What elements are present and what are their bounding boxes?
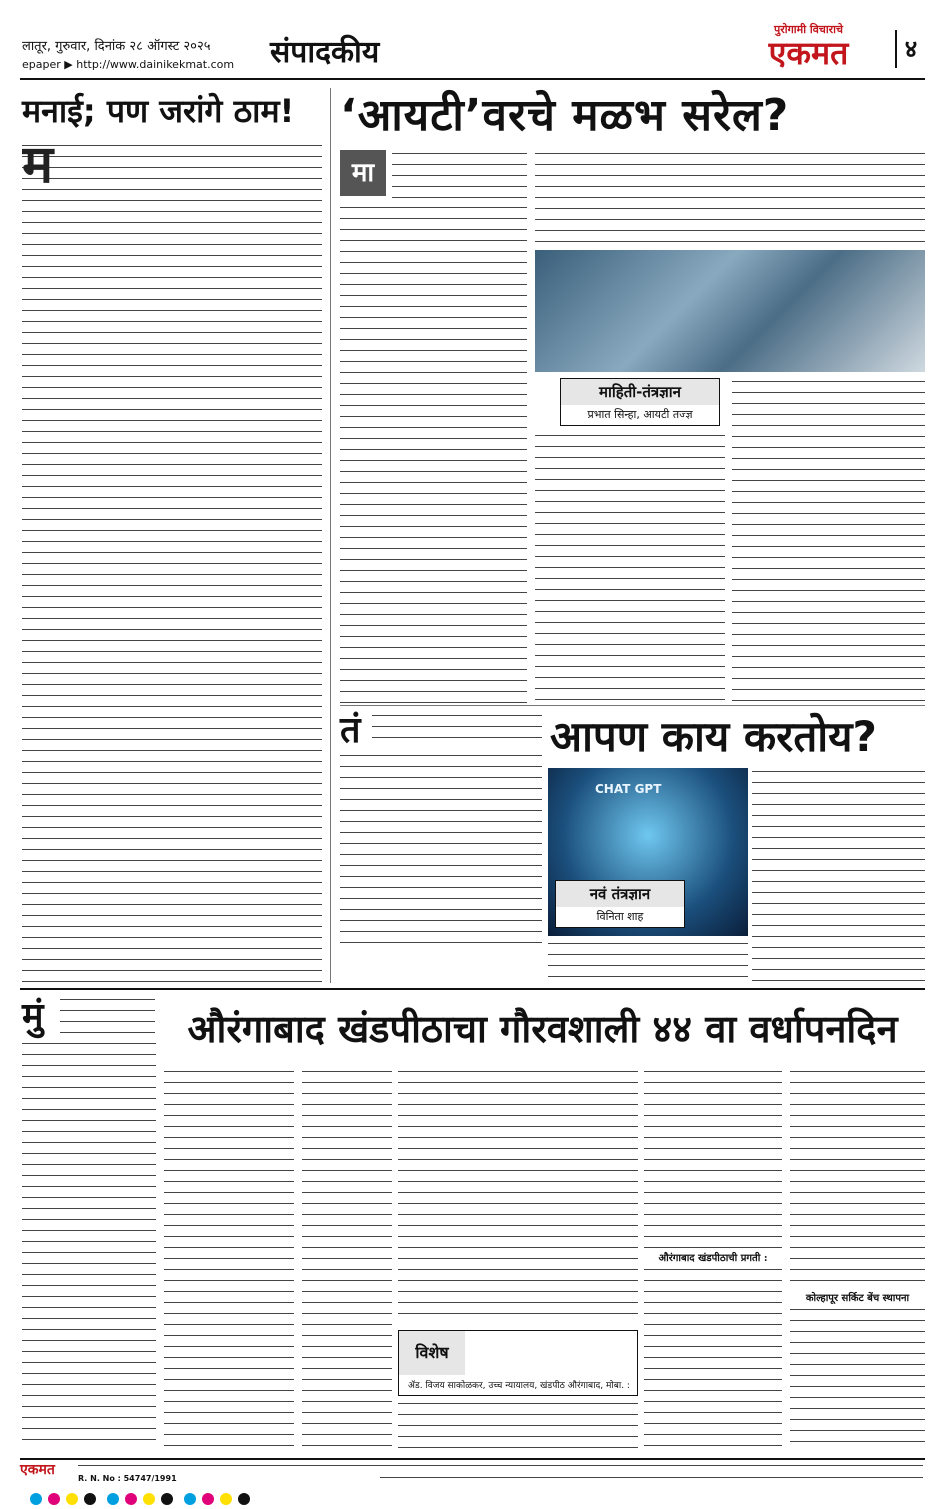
- main-body-col2: [535, 432, 725, 702]
- logo-tagline: पुरोगामी विचाराचे: [773, 23, 844, 36]
- main-headline: ‘आयटी’वरचे मळभ सरेल?: [340, 90, 790, 141]
- bottom-body-col1: [22, 1040, 156, 1450]
- section-title: संपादकीय: [270, 35, 380, 70]
- office-photo: [535, 250, 925, 372]
- left-dropcap: म: [22, 142, 54, 195]
- tech-label-title: नवं तंत्रज्ञान: [556, 881, 684, 907]
- tech-body-col1: [340, 752, 542, 952]
- left-article-body: [22, 142, 322, 982]
- left-body-text: [22, 142, 322, 982]
- main-dropcap: मा: [340, 150, 386, 196]
- bottom-section-rule: [20, 988, 925, 990]
- footer-imprint-line1: [78, 1462, 923, 1472]
- bottom-body-col5a: [644, 1068, 782, 1248]
- logo-name: एकमत: [768, 34, 849, 72]
- bottom-body-col6b: [790, 1306, 925, 1450]
- vishesh-author: ॲड. विजय साकोळकर, उच्च न्यायालय, खंडपीठ औरंगाबाद, मोबा. :: [408, 1381, 630, 1391]
- tech-body-col3: [752, 768, 925, 982]
- vishesh-label: विशेष: [399, 1331, 465, 1375]
- main-body-col3: [732, 378, 925, 702]
- epaper-url: http://www.dainikekmat.com: [76, 58, 235, 71]
- left-headline: मनाई; पण जरांगे ठाम!: [22, 92, 295, 130]
- tech-headline: आपण काय करतोय?: [550, 712, 877, 761]
- tech-dropcap: तं: [340, 709, 361, 751]
- column-divider: [330, 88, 331, 983]
- bottom-body-col2: [164, 1068, 294, 1450]
- color-registration-bar: [30, 1490, 930, 1501]
- footer-rn: R. N. No : 54747/1991: [78, 1474, 177, 1483]
- footer-imprint-line2: [380, 1474, 923, 1486]
- column-author: प्रभात सिन्हा, आयटी तज्ज्ञ: [587, 408, 693, 421]
- vishesh-box: [398, 1330, 638, 1396]
- tech-body-col2: [548, 940, 748, 982]
- tech-column-label: [555, 880, 685, 928]
- section-rule: [340, 705, 925, 706]
- bottom-body-col5b: [644, 1266, 782, 1450]
- main-body-lead: [392, 150, 527, 198]
- tech-body-lead: [372, 712, 542, 748]
- header-rule: [20, 78, 925, 80]
- bottom-body-col6a: [790, 1068, 925, 1288]
- bottom-body-col4b: [398, 1400, 638, 1450]
- dateline: लातूर, गुरुवार, दिनांक २८ ऑगस्ट २०२५: [22, 39, 211, 54]
- page-number: ४: [895, 30, 925, 68]
- epaper-link[interactable]: epaper ▶ http://www.dainikekmat.com: [22, 58, 235, 71]
- subhead-kolhapur: कोल्हापूर सर्किट बेंच स्थापना: [805, 1293, 910, 1304]
- bottom-body-lead: [60, 996, 155, 1036]
- bottom-body-col3: [302, 1068, 392, 1450]
- chatgpt-image-text: CHAT GPT: [595, 782, 662, 796]
- bottom-body-col4: [398, 1068, 638, 1324]
- bottom-dropcap: मुं: [22, 995, 44, 1037]
- tech-author: विनिता शाह: [596, 910, 644, 923]
- bottom-headline: औरंगाबाद खंडपीठाचा गौरवशाली ४४ वा वर्धापनदिन: [187, 1007, 898, 1051]
- main-body-col1: [340, 204, 527, 704]
- subhead-progress: औरंगाबाद खंडपीठाची प्रगती :: [658, 1253, 768, 1264]
- epaper-label: epaper: [22, 58, 61, 71]
- main-column-label: [560, 378, 720, 426]
- column-label-title: माहिती-तंत्रज्ञान: [561, 379, 719, 405]
- footer-logo: एकमत: [20, 1462, 55, 1478]
- main-intro-text: [535, 150, 925, 246]
- masthead-logo: [726, 22, 891, 72]
